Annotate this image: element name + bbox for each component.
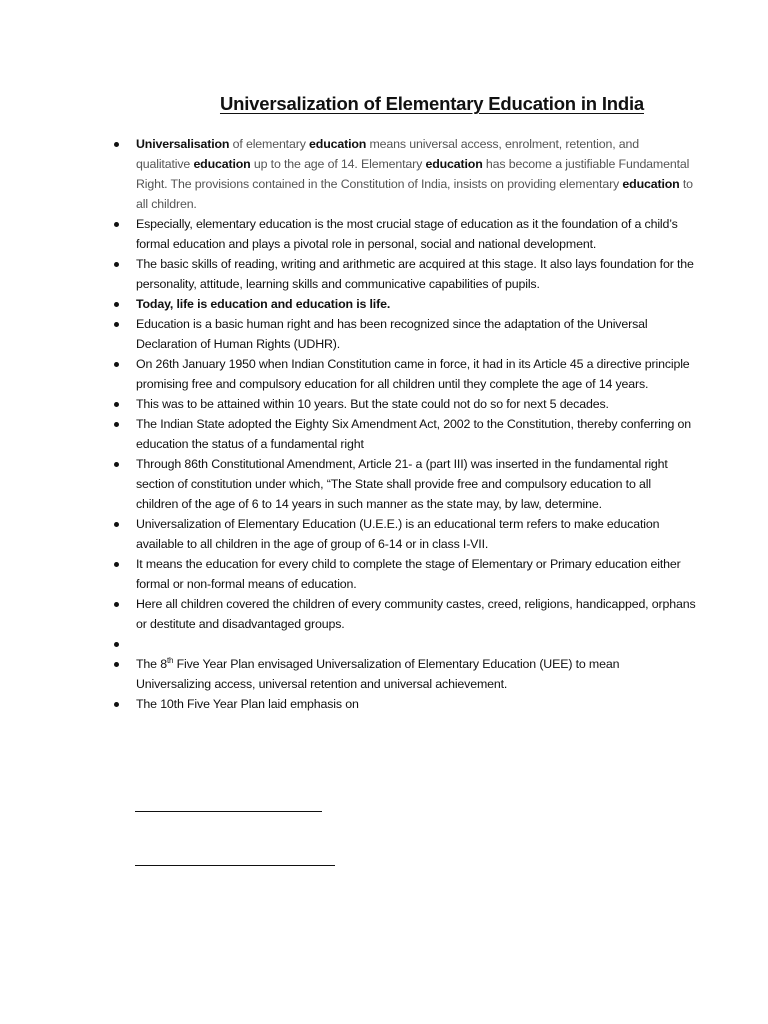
text-span: up to the age of 14. Elementary [250, 157, 426, 171]
blank-line-1 [135, 811, 322, 812]
bullet-item-4: Today, life is education and education is life. [136, 294, 696, 314]
bullet-item-5: Education is a basic human right and has been recognized since the adaptation of the Universal Declaration of Human Rights (UDHR). [136, 314, 696, 354]
bullet-item-9: Through 86th Constitutional Amendment, Article 21- a (part III) was inserted in the fundamental right section of constitution under which, “The State shall provide free and compulsory education to all children of the age of 6 to 14 years in such manner as the state may, by law, determine. [136, 454, 696, 514]
bold-term: education [309, 137, 367, 151]
text-span: has become a justifiable Fundamental Right. The provisions contained in the Constitution of India, insists on providing elementary [136, 157, 690, 191]
bold-term: education [193, 157, 251, 171]
bullet-item-3: The basic skills of reading, writing and arithmetic are acquired at this stage. It also lays foundation for the personality, attitude, learning skills and communicative capabilities of pupils. [136, 254, 696, 294]
bullet-item-15: The 10th Five Year Plan laid emphasis on [136, 694, 696, 714]
text-span: of elementary [229, 137, 310, 151]
text-span: to all children. [136, 177, 693, 211]
bold-term: Universalisation [136, 137, 230, 151]
bullet-item-14 [136, 654, 696, 694]
document-title: Universalization of Elementary Education in India [219, 93, 644, 114]
bullet-item-12: Here all children covered the children of every community castes, creed, religions, handicapped, orphans or destitute and disadvantaged groups. [136, 594, 696, 634]
superscript: th [166, 655, 174, 665]
text-span: Five Year Plan envisaged Universalization of Elementary Education (UEE) to mean Universalizing access, universal retention and universal achievement. [136, 657, 620, 691]
bullet-item-11: It means the education for every child to complete the stage of Elementary or Primary education either formal or non-formal means of education. [136, 554, 696, 594]
blank-line-2 [135, 865, 335, 866]
bullet-item-2: Especially, elementary education is the most crucial stage of education as it the foundation of a child’s formal education and plays a pivotal role in personal, social and national development. [136, 214, 696, 254]
bullet-item-7: This was to be attained within 10 years. But the state could not do so for next 5 decades. [136, 394, 696, 414]
bullet-item-8: The Indian State adopted the Eighty Six Amendment Act, 2002 to the Constitution, thereby conferring on education the status of a fundamental right [136, 414, 696, 454]
text-span: means universal access, enrolment, retention, and qualitative [136, 137, 640, 171]
bullet-list [136, 134, 696, 714]
bold-term: education [622, 177, 680, 191]
bullet-item-6: On 26th January 1950 when Indian Constitution came in force, it had in its Article 45 a directive principle promising free and compulsory education for all children until they complete the age of 14 years. [136, 354, 696, 394]
bullet-item-1 [136, 134, 696, 214]
text-span: The 8 [136, 657, 167, 671]
bold-term: education [425, 157, 483, 171]
bullet-item-empty [136, 634, 696, 654]
bullet-item-10: Universalization of Elementary Education (U.E.E.) is an educational term refers to make education available to all children in the age of group of 6-14 or in class I-VII. [136, 514, 696, 554]
